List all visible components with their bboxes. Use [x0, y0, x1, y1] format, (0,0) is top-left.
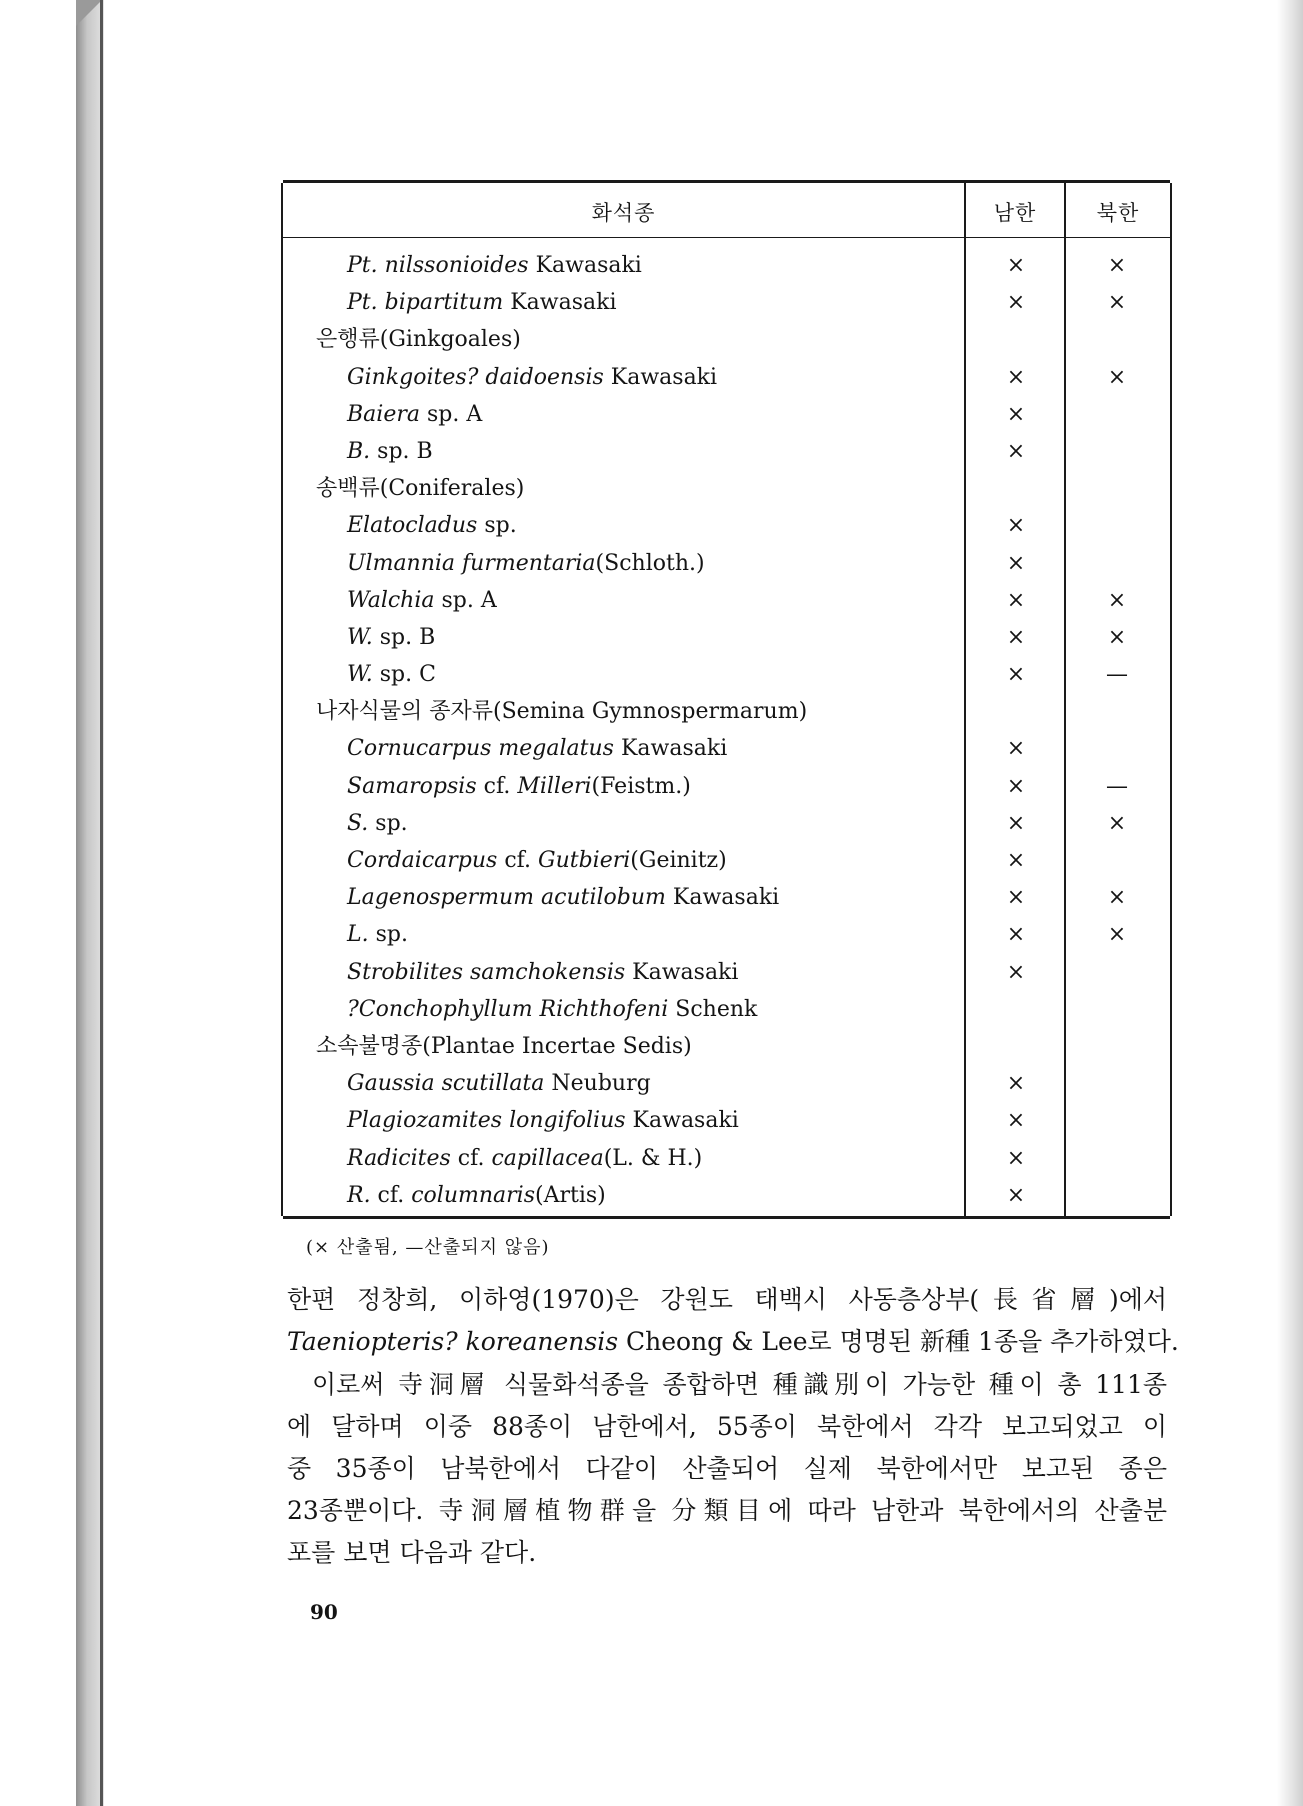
table-group-row [283, 321, 1170, 358]
table-row [283, 433, 1170, 470]
species-name-text: 송백류(Coniferales) [316, 476, 525, 502]
table-row [283, 507, 1170, 544]
north-korea-mark: × [1107, 922, 1127, 948]
species-name-italic: Cordaicarpus [347, 848, 498, 873]
table-group-row [283, 693, 1170, 730]
table-row [283, 284, 1170, 321]
paragraph-1-line-1: 한편 정창희, 이하영(1970)은 강원도 태백시 사동층상부(長省層)에서 [287, 1285, 1167, 1314]
species-name [347, 1102, 739, 1139]
table-legend: (× 산출됨, —산출되지 않음) [306, 1237, 550, 1258]
species-name [347, 879, 779, 916]
species-name-text: Kawasaki [613, 736, 728, 762]
south-korea-mark: × [1006, 364, 1026, 390]
species-name-text: Kawasaki [625, 959, 739, 985]
species-epithet-italic: capillacea [491, 1145, 604, 1171]
species-name [347, 954, 738, 991]
paragraph-2 [287, 1364, 1167, 1574]
species-epithet-italic: Milleri [517, 773, 592, 799]
species-name-text: Kawasaki [625, 1108, 739, 1134]
paragraph-2-line-3: 중 35종이 남북한에서 다같이 산출되어 실제 북한에서만 보고된 종은 [287, 1454, 1167, 1483]
group-name [316, 693, 807, 730]
species-name-italic: Walchia [347, 587, 435, 613]
species-name-italic: Elatocladus [347, 513, 478, 539]
species-name-text: sp. [368, 810, 408, 836]
species-name-italic: Gaussia scutillata [347, 1071, 545, 1097]
table-row [283, 954, 1170, 991]
north-korea-mark: — [1106, 773, 1128, 799]
table-row [283, 805, 1170, 842]
species-name-italic: L. [347, 922, 369, 948]
table-border-right [1170, 183, 1172, 1216]
species-name-italic: Baiera [347, 401, 420, 427]
species-name-italic: Cornucarpus megalatus [347, 736, 614, 762]
south-korea-mark: × [1006, 736, 1026, 762]
south-korea-mark: × [1006, 848, 1026, 873]
paragraph-1-line-2-rest: Cheong & Lee로 명명된 新種 1종을 추가하였다. [618, 1327, 1179, 1356]
species-name [347, 619, 435, 656]
species-epithet-italic: columnaris [411, 1182, 535, 1208]
north-korea-mark: — [1106, 662, 1128, 688]
table-header [283, 183, 1170, 238]
fossil-species-table [283, 180, 1170, 1219]
species-name-text: sp. [477, 513, 517, 539]
south-korea-mark: × [1006, 290, 1026, 316]
species-name-text: sp. B [372, 624, 436, 650]
species-name-text: Neuburg [544, 1071, 651, 1097]
species-name [347, 991, 757, 1028]
header-species: 화석종 [591, 201, 656, 225]
species-name [347, 396, 482, 433]
south-korea-mark: × [1006, 922, 1026, 948]
species-author-text: (Feistm.) [591, 773, 691, 799]
species-name-italic: R. [347, 1182, 371, 1208]
south-korea-mark: × [1006, 1108, 1026, 1134]
species-name-italic: Pt. nilssonioides [347, 253, 529, 278]
species-name-text: (Schloth.) [595, 550, 705, 576]
species-name-italic: W. [347, 662, 373, 688]
species-name-text: sp. [368, 922, 408, 948]
table-group-row [283, 470, 1170, 507]
south-korea-mark: × [1006, 624, 1026, 650]
north-korea-mark: × [1107, 364, 1127, 390]
south-korea-mark: × [1006, 438, 1026, 464]
species-name-italic: ?Conchophyllum Richthofeni [347, 996, 669, 1022]
header-south-korea: 남한 [993, 201, 1037, 225]
table-row [283, 545, 1170, 582]
group-name [316, 470, 524, 507]
species-name-text: cf. [450, 1145, 492, 1171]
species-name-text: Schenk [668, 996, 758, 1022]
paragraph-1-line-2 [287, 1321, 1179, 1363]
table-row [283, 991, 1170, 1028]
table-row [283, 730, 1170, 767]
page-edge-right [1277, 0, 1303, 1806]
south-korea-mark: × [1006, 253, 1026, 278]
north-korea-mark: × [1107, 624, 1127, 650]
species-name-italic: B. [347, 438, 371, 464]
table-row [283, 247, 1170, 284]
south-korea-mark: × [1006, 1182, 1026, 1208]
table-row [283, 582, 1170, 619]
paragraph-2-line-2: 에 달하며 이중 88종이 남한에서, 55종이 북한에서 각각 보고되었고 이 [287, 1412, 1167, 1441]
species-name [347, 768, 691, 805]
species-name [347, 1177, 606, 1214]
species-name-text: sp. B [370, 438, 433, 464]
species-name [347, 1140, 702, 1177]
header-north-korea: 북한 [1096, 201, 1140, 225]
species-name-text: Kawasaki [528, 253, 642, 278]
paragraph-1 [287, 1279, 1179, 1363]
species-name-italic: Plagiozamites longifolius [347, 1108, 626, 1134]
north-korea-mark: × [1107, 290, 1127, 316]
species-name-italic: Lagenospermum acutilobum [347, 885, 666, 911]
species-name [347, 433, 433, 470]
south-korea-mark: × [1006, 662, 1026, 688]
table-row [283, 359, 1170, 396]
north-korea-mark: × [1107, 253, 1127, 278]
south-korea-mark: × [1006, 550, 1026, 576]
species-name-text: sp. C [372, 662, 436, 688]
south-korea-mark: × [1006, 1145, 1026, 1171]
species-name [347, 359, 717, 396]
table-row [283, 619, 1170, 656]
south-korea-mark: × [1006, 587, 1026, 613]
species-name [347, 284, 616, 321]
species-name-text: 나자식물의 종자류(Semina Gymnospermarum) [316, 699, 808, 725]
paragraph-2-line-1: 이로써 寺洞層 식물화석종을 종합하면 種識別이 가능한 種이 총 111종 [312, 1370, 1167, 1399]
species-epithet-italic: Gutbieri [538, 848, 631, 873]
table-row [283, 768, 1170, 805]
species-name-text: cf. [476, 773, 518, 799]
species-name-italic: Strobilites samchokensis [347, 959, 626, 985]
species-name-italic: S. [347, 810, 369, 836]
species-name-text: sp. A [419, 401, 483, 427]
species-name-italic: Ulmannia furmentaria [347, 550, 596, 576]
table-row [283, 842, 1170, 879]
north-korea-mark: × [1107, 587, 1127, 613]
species-author-text: (Geinitz) [630, 848, 727, 873]
table-body [283, 247, 1170, 1214]
page-border-left [100, 0, 103, 1806]
south-korea-mark: × [1006, 959, 1026, 985]
table-row [283, 1065, 1170, 1102]
species-author-text: (L. & H.) [603, 1145, 703, 1171]
south-korea-mark: × [1006, 773, 1026, 799]
species-name [347, 1065, 651, 1102]
species-name-text: Kawasaki [503, 290, 617, 316]
species-name [347, 545, 705, 582]
south-korea-mark: × [1006, 1071, 1026, 1097]
species-name [347, 805, 408, 842]
table-row [283, 1140, 1170, 1177]
species-name-italic: Radicites [347, 1145, 451, 1171]
species-name-italic: Ginkgoites? daidoensis [347, 364, 604, 390]
paragraph-2-line-4: 23종뿐이다. 寺洞層植物群을 分類目에 따라 남한과 북한에서의 산출분 [287, 1496, 1167, 1525]
species-name [347, 656, 436, 693]
south-korea-mark: × [1006, 810, 1026, 836]
group-name [316, 321, 521, 358]
table-row [283, 1177, 1170, 1214]
page-corner-fold [76, 0, 102, 26]
species-name-italic: Pt. bipartitum [347, 290, 504, 316]
species-name [347, 247, 642, 284]
species-author-text: (Artis) [535, 1182, 606, 1208]
species-name-text: cf. [497, 848, 538, 873]
south-korea-mark: × [1006, 513, 1026, 539]
species-name-text: sp. A [434, 587, 497, 613]
paragraph-2-line-5: 포를 보면 다음과 같다. [287, 1538, 537, 1567]
species-name-text: 은행류(Ginkgoales) [316, 327, 521, 353]
species-name [347, 842, 727, 879]
table-group-row [283, 1028, 1170, 1065]
species-name [347, 582, 497, 619]
north-korea-mark: × [1107, 885, 1127, 911]
species-name-italic: Taeniopteris? koreanensis [287, 1327, 619, 1356]
species-name-text: Kawasaki [665, 885, 780, 911]
page-number: 90 [310, 1600, 338, 1624]
table-row [283, 656, 1170, 693]
table-row [283, 1102, 1170, 1139]
species-name-text: cf. [370, 1182, 412, 1208]
species-name-text: Kawasaki [603, 364, 718, 390]
species-name [347, 916, 408, 953]
species-name-text: 소속불명종(Plantae Incertae Sedis) [316, 1033, 692, 1059]
species-name [347, 507, 517, 544]
species-name-italic: Samaropsis [347, 773, 477, 799]
group-name [316, 1028, 692, 1065]
table-row [283, 396, 1170, 433]
table-row [283, 916, 1170, 953]
south-korea-mark: × [1006, 885, 1026, 911]
table-row [283, 879, 1170, 916]
south-korea-mark: × [1006, 401, 1026, 427]
north-korea-mark: × [1107, 810, 1127, 836]
species-name [347, 730, 727, 767]
species-name-italic: W. [347, 624, 373, 650]
